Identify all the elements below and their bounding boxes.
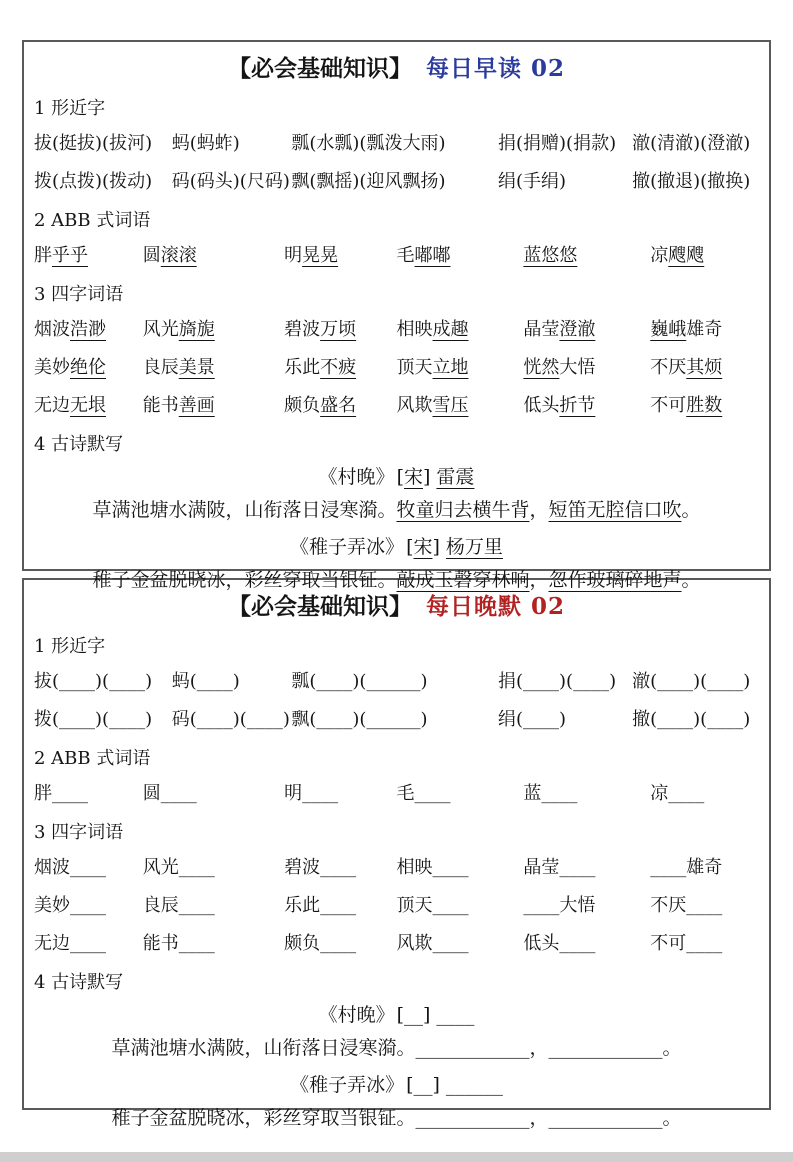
four-char-row [34, 851, 759, 884]
bracket-close: ] [423, 1004, 431, 1026]
word-part-plain: 不厌____ [650, 895, 723, 916]
four-char-word [397, 927, 524, 960]
word-part-underlined: 绝伦 [70, 357, 106, 378]
word-part-plain: 不可____ [650, 933, 723, 954]
word-part-plain: 毛____ [396, 783, 451, 804]
four-char-word [523, 313, 650, 346]
word-part-underlined: 善画 [178, 395, 215, 416]
card-title-session: 每日晚默 02 [425, 593, 565, 620]
word-part-underlined: 盛名 [320, 395, 357, 416]
four-char-word [143, 351, 284, 384]
xingjinzi-item: 拔(____)(____) [34, 671, 153, 692]
word-part-plain: 凉____ [650, 783, 705, 804]
heading-abb-words: 2 ABB 式词语 [34, 210, 151, 231]
verse-end: 。 [681, 499, 701, 521]
four-char-word [650, 851, 759, 884]
verse-given: 草满池塘水满陂，山衔落日浸寒漪。 [92, 499, 397, 521]
verse-answer-2: 短笛无腔信口吹 [548, 499, 682, 521]
word-part-plain-after: 大悟 [559, 357, 596, 378]
card-title [34, 592, 759, 622]
four-char-word [284, 851, 396, 884]
four-char-row [34, 313, 759, 346]
xingjinzi-item: 澈(____)(____) [632, 671, 751, 692]
word-part-underlined: 无垠 [70, 395, 106, 416]
poem-author: 雷震 [436, 466, 475, 488]
four-char-word [650, 927, 759, 960]
verse-end: 。 [681, 569, 701, 591]
word-part-underlined: 美景 [178, 357, 215, 378]
xingjinzi-item: 瓢(____)(______) [291, 671, 428, 692]
four-char-row [34, 889, 759, 922]
word-part-plain: 胖____ [34, 783, 88, 804]
abb-word [34, 777, 143, 810]
bracket-close: ] [432, 536, 440, 558]
xingjinzi-item: 拔(挺拔)(拔河) [34, 133, 153, 154]
word-part-plain: 能书____ [142, 933, 215, 954]
word-part-plain: 凉 [650, 245, 669, 266]
word-part-plain: 碧波 [284, 319, 321, 340]
word-part-underlined: 成趣 [432, 319, 469, 340]
word-part-underlined: 澄澈 [559, 319, 596, 340]
four-char-word [34, 927, 143, 960]
poem-title-line [34, 1070, 759, 1100]
verse-answer-1: 敲成玉磬穿林响 [396, 569, 530, 591]
poem-block [34, 1070, 759, 1134]
poem-title-line [34, 462, 759, 492]
poem-verse-line [34, 1102, 759, 1134]
bracket-open: [ [396, 466, 404, 488]
abb-words-row [34, 777, 759, 810]
word-part-plain: ____大悟 [523, 895, 596, 916]
xingjinzi-item: 绢(____) [498, 709, 567, 730]
poem-author: 杨万里 [445, 536, 503, 558]
word-part-plain: 晶莹____ [523, 857, 596, 878]
four-char-row [34, 389, 759, 422]
word-part-underlined: 滚滚 [160, 245, 197, 266]
card-title-label: 【必会基础知识】 [227, 55, 412, 82]
xingjinzi-item: 蚂(____) [171, 671, 240, 692]
xingjinzi-item: 拨(____)(____) [34, 709, 153, 730]
word-part-underlined: 旖旎 [178, 319, 215, 340]
xingjinzi-item: 撤(撤退)(撤换) [632, 171, 751, 192]
abb-word [650, 239, 759, 272]
word-part-plain: 明____ [284, 783, 339, 804]
card-title-session: 每日早读 02 [425, 55, 565, 82]
heading-abb-words: 2 ABB 式词语 [34, 748, 151, 769]
abb-word [34, 239, 143, 272]
four-char-word [397, 351, 524, 384]
poem-title-line [34, 532, 759, 562]
word-part-plain: 烟波 [34, 319, 70, 340]
four-char-word [143, 927, 284, 960]
word-part-underlined: 巍峨 [650, 319, 687, 340]
four-char-word [143, 389, 284, 422]
four-char-row [34, 927, 759, 960]
poem-book-title: 《村晚》 [318, 466, 395, 488]
heading-four-char-words: 3 四字词语 [34, 284, 124, 305]
xingjinzi-item: 撤(____)(____) [632, 709, 751, 730]
word-part-plain: 蓝____ [523, 783, 578, 804]
word-part-plain: 乐此 [284, 357, 321, 378]
word-part-plain-after: 雄奇 [686, 319, 723, 340]
word-part-plain: 相映____ [396, 857, 469, 878]
poems-block [34, 462, 759, 596]
word-part-plain: 美妙____ [34, 895, 106, 916]
word-part-plain: 顶天____ [396, 895, 469, 916]
bracket-open: [ [406, 536, 414, 558]
poem-author-blank: ______ [445, 1074, 503, 1096]
word-part-plain: 不可 [650, 395, 687, 416]
four-char-word [284, 389, 396, 422]
word-part-underlined: 万顷 [320, 319, 357, 340]
word-part-plain: 无边 [34, 395, 70, 416]
word-part-plain: 低头____ [523, 933, 596, 954]
word-part-plain: 乐此____ [284, 895, 357, 916]
word-part-plain: 毛 [396, 245, 415, 266]
four-char-word [34, 851, 143, 884]
word-part-underlined: 折节 [559, 395, 596, 416]
word-part-underlined: 立地 [432, 357, 469, 378]
four-char-word [397, 889, 524, 922]
word-part-underlined: 蓝悠悠 [523, 245, 578, 266]
verse-separator: ， [529, 499, 549, 521]
poem-dynasty: 宋 [413, 536, 433, 558]
poem-verse-line [34, 1032, 759, 1064]
xingjinzi-row [34, 165, 759, 198]
bracket-open: [ [396, 1004, 404, 1026]
word-part-underlined: 晃晃 [302, 245, 339, 266]
xingjinzi-item: 绢(手绢) [498, 171, 567, 192]
xingjinzi-row [34, 127, 759, 160]
abb-word [143, 777, 284, 810]
four-char-word [284, 313, 396, 346]
word-part-plain: 颇负____ [284, 933, 357, 954]
poem-book-title: 《村晚》 [318, 1004, 395, 1026]
poem-book-title: 《稚子弄冰》 [290, 1074, 405, 1096]
poem-block [34, 462, 759, 526]
xingjinzi-item: 捐(捐赠)(捐款) [498, 133, 617, 154]
word-part-plain: 良辰____ [142, 895, 215, 916]
word-part-plain: 不厌 [650, 357, 687, 378]
xingjinzi-item: 飘(飘摇)(迎风飘扬) [291, 171, 446, 192]
word-part-plain: 良辰 [142, 357, 179, 378]
word-part-underlined: 浩渺 [70, 319, 106, 340]
poem-block [34, 532, 759, 596]
four-char-row [34, 351, 759, 384]
four-char-word [284, 927, 396, 960]
verse-answer-1: 牧童归去横牛背 [396, 499, 530, 521]
heading-xingjinzi: 1 形近字 [34, 98, 106, 119]
word-part-plain: 美妙 [34, 357, 70, 378]
word-part-underlined: 不疲 [320, 357, 357, 378]
abb-word [523, 239, 650, 272]
abb-word [143, 239, 284, 272]
bracket-close: ] [432, 1074, 440, 1096]
word-part-plain: 风光 [142, 319, 179, 340]
word-part-underlined: 其烦 [686, 357, 723, 378]
four-char-word [650, 351, 759, 384]
word-part-plain: 风光____ [142, 857, 215, 878]
word-part-plain: ____雄奇 [650, 857, 723, 878]
verse-given: 稚子金盆脱晓冰，彩丝穿取当银钲。____________，____________。 [111, 1107, 682, 1129]
poem-author-blank: ____ [436, 1004, 475, 1026]
xingjinzi-row [34, 665, 759, 698]
word-part-plain: 低头 [523, 395, 560, 416]
poem-dynasty-blank: __ [413, 1074, 433, 1096]
word-part-plain: 风欺____ [396, 933, 469, 954]
xingjinzi-item: 澈(清澈)(澄澈) [632, 133, 751, 154]
verse-given: 稚子金盆脱晓冰，彩丝穿取当银钲。 [92, 569, 397, 591]
poem-title-line [34, 1000, 759, 1030]
four-char-word [34, 313, 143, 346]
poem-dynasty-bracket [406, 1074, 440, 1096]
poem-dynasty: 宋 [403, 466, 423, 488]
abb-word [650, 777, 759, 810]
card-title [34, 54, 759, 84]
word-part-underlined: 乎乎 [52, 245, 88, 266]
poem-book-title: 《稚子弄冰》 [290, 536, 405, 558]
word-part-underlined: 恍然 [523, 357, 560, 378]
bracket-open: [ [406, 1074, 414, 1096]
xingjinzi-item: 瓢(水瓢)(瓢泼大雨) [291, 133, 446, 154]
verse-separator: ， [529, 569, 549, 591]
poem-dynasty-blank: __ [404, 1004, 423, 1026]
xingjinzi-item: 捐(____)(____) [498, 671, 617, 692]
four-char-word [284, 351, 396, 384]
poem-dynasty-bracket [406, 536, 440, 558]
morning-reading-card [22, 40, 771, 591]
poem-dynasty-bracket [397, 466, 431, 488]
word-part-underlined: 飕飕 [668, 245, 705, 266]
four-char-word [650, 313, 759, 346]
abb-words-row [34, 239, 759, 272]
word-part-plain: 胖 [34, 245, 52, 266]
xingjinzi-row [34, 703, 759, 736]
word-part-plain: 顶天 [396, 357, 433, 378]
four-char-word [397, 389, 524, 422]
word-part-plain: 能书 [142, 395, 179, 416]
abb-word [397, 777, 524, 810]
word-part-plain: 颇负 [284, 395, 321, 416]
word-part-plain: 无边____ [34, 933, 106, 954]
four-char-word [523, 927, 650, 960]
word-part-plain: 风欺 [396, 395, 433, 416]
word-part-plain: 圆____ [142, 783, 197, 804]
word-part-plain: 相映 [396, 319, 433, 340]
verse-given: 草满池塘水满陂，山衔落日浸寒漪。____________，____________。 [111, 1037, 682, 1059]
abb-word [397, 239, 524, 272]
word-part-plain: 碧波____ [284, 857, 357, 878]
four-char-word [34, 889, 143, 922]
four-char-word [143, 889, 284, 922]
word-part-plain: 圆 [142, 245, 161, 266]
card-title-label: 【必会基础知识】 [227, 593, 412, 620]
abb-word [523, 777, 650, 810]
four-char-word [397, 313, 524, 346]
four-char-word [523, 851, 650, 884]
word-part-underlined: 雪压 [432, 395, 469, 416]
four-char-word [650, 389, 759, 422]
xingjinzi-item: 蚂(蚂蚱) [171, 133, 240, 154]
four-char-word [397, 851, 524, 884]
heading-poem-dictation: 4 古诗默写 [34, 434, 124, 455]
poem-block [34, 1000, 759, 1064]
xingjinzi-item: 码(码头)(尺码) [171, 171, 290, 192]
page-edge-shadow [0, 1152, 793, 1162]
word-part-underlined: 嘟嘟 [414, 245, 451, 266]
word-part-plain: 明 [284, 245, 303, 266]
abb-word [284, 239, 396, 272]
word-part-plain: 晶莹 [523, 319, 560, 340]
word-part-plain: 烟波____ [34, 857, 106, 878]
four-char-word [523, 889, 650, 922]
four-char-word [650, 889, 759, 922]
four-char-word [284, 889, 396, 922]
heading-xingjinzi: 1 形近字 [34, 636, 106, 657]
four-char-word [143, 313, 284, 346]
bracket-close: ] [423, 466, 431, 488]
heading-four-char-words: 3 四字词语 [34, 822, 124, 843]
verse-answer-2: 忽作玻璃碎地声 [548, 569, 682, 591]
four-char-word [34, 351, 143, 384]
poem-verse-line [34, 494, 759, 526]
word-part-underlined: 胜数 [686, 395, 723, 416]
heading-poem-dictation: 4 古诗默写 [34, 972, 124, 993]
xingjinzi-item: 码(____)(____) [171, 709, 290, 730]
four-char-word [143, 851, 284, 884]
poem-dynasty-bracket [397, 1004, 431, 1026]
four-char-word [34, 389, 143, 422]
xingjinzi-item: 拨(点拨)(拨动) [34, 171, 153, 192]
four-char-word [523, 351, 650, 384]
poems-block [34, 1000, 759, 1134]
abb-word [284, 777, 396, 810]
four-char-word [523, 389, 650, 422]
xingjinzi-item: 飘(____)(______) [291, 709, 428, 730]
evening-dictation-card [22, 578, 771, 1129]
